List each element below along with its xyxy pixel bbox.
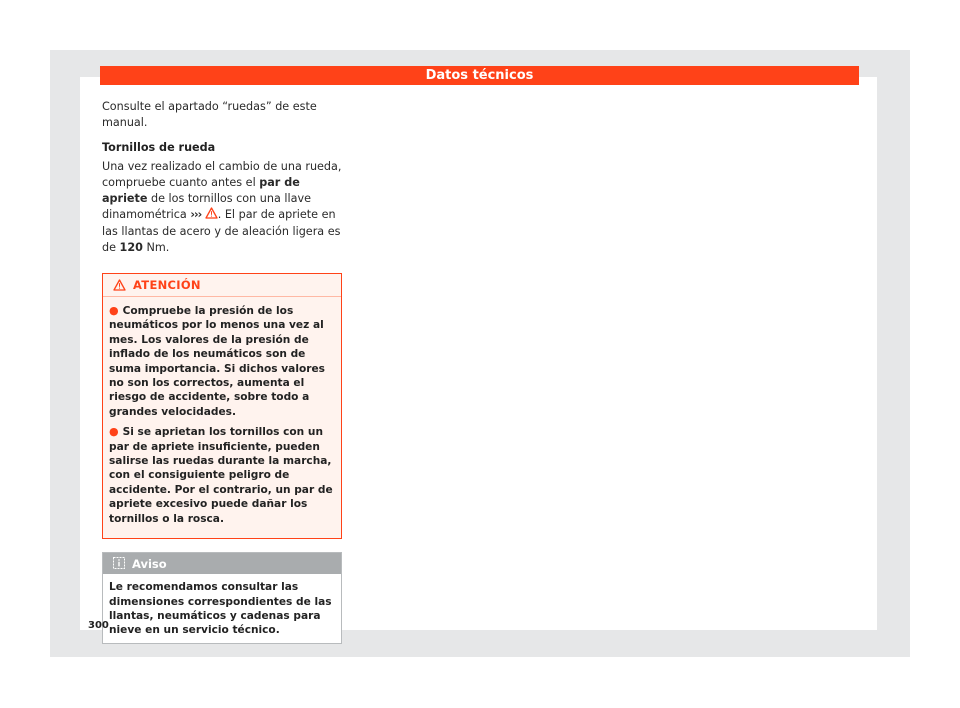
info-icon (113, 554, 125, 573)
torque-unit: Nm. (142, 241, 170, 254)
warning-header (103, 274, 341, 297)
warning-box (102, 273, 342, 539)
note-title: Aviso (132, 556, 167, 571)
para-text-b: de los tornillos con una llave dinamométrica (102, 192, 311, 221)
text-column (102, 99, 342, 644)
warning-item-text: Si se aprietan los tornillos con un par de apriete insuficiente, pueden salirse las ruedas durante la marcha, con el consiguiente peligro de accidente. Por el contrario, un par de apriete excesivo puede dañar los tornillos o la rosca. (109, 426, 333, 525)
bullet-dot-icon: ● (109, 304, 119, 317)
section-heading: Tornillos de rueda (102, 141, 216, 154)
section-header: Datos técnicos (100, 66, 859, 85)
warning-triangle-icon (113, 276, 126, 295)
warning-triangle-icon (205, 207, 218, 224)
note-text: Le recomendamos consultar las dimensiones correspondientes de las llantas, neumáticos y cadenas para nieve en un servicio técnico. (103, 574, 341, 643)
bullet-dot-icon: ● (109, 425, 119, 439)
para-text-c: . El par de apriete en las llantas de acero y de aleación ligera es de (102, 208, 341, 254)
section-paragraph (102, 159, 342, 256)
torque-value: 120 (119, 241, 143, 254)
warning-item (109, 425, 335, 526)
para-text-a: Una vez realizado el cambio de una rueda, compruebe cuanto antes el (102, 160, 342, 189)
warning-item-text: Compruebe la presión de los neumáticos por lo menos una vez al mes. Los valores de la presión de inflado de los neumáticos son de suma importancia. Si dichos valores no son los correctos, aumenta el riesgo de accidente, sobre todo a grandes velocidades. (109, 305, 325, 418)
note-header (103, 553, 341, 574)
cross-ref-arrows[interactable]: ››› (190, 208, 202, 221)
warning-item (109, 304, 335, 419)
note-box (102, 552, 342, 644)
page-number: 300 (88, 620, 109, 631)
warning-body (103, 297, 341, 538)
intro-paragraph: Consulte el apartado “ruedas” de este manual. (102, 100, 317, 129)
warning-title: ATENCIÓN (133, 278, 201, 292)
para-bold-term: par de apriete (102, 176, 300, 205)
